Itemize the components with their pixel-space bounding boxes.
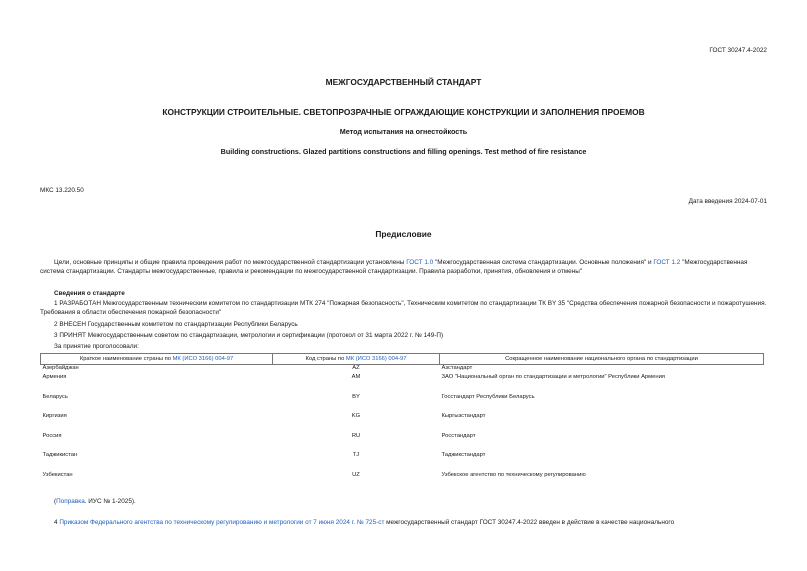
code-cell: KG xyxy=(351,413,361,419)
preface-paragraph xyxy=(40,258,768,276)
gost-1-0-link[interactable]: ГОСТ 1.0 xyxy=(406,259,434,266)
table-header-row xyxy=(41,354,764,365)
body-cell: Госстандарт Республики Беларусь xyxy=(441,393,535,400)
amendment-link[interactable]: Поправка xyxy=(56,498,85,505)
table-row xyxy=(41,433,764,453)
intro-date: Дата введения 2024-07-01 xyxy=(688,198,767,205)
info-item-4: 4 Приказом Федерального агентства по техническому регулированию и метрологии от 7 июня 2024 г. № 725-ст межгосударственный стандарт ГОСТ 30247.4-2022 введен в действие в качестве национального xyxy=(54,519,675,526)
country-cell: Азербайджан xyxy=(42,365,79,371)
preface-text-1: Цели, основные принципы и общие правила проведения работ по межгосударственной стандартизации установлены xyxy=(54,259,407,266)
mk-iso-link[interactable]: МК (ИСО 3166) 004-97 xyxy=(345,356,407,362)
info-item-1: 1 РАЗРАБОТАН Межгосударственным техническим комитетом по стандартизации МТК 274 "Пожарная безопасность", Техническим комитетом по стандартизации ТК BY 35 "Средства обеспечения пожарной безопасности и пожаротушения. Требования в области обеспечения пожарной безопасности" xyxy=(40,300,767,316)
country-cell: Таджикистан xyxy=(42,452,78,458)
document-title: КОНСТРУКЦИИ СТРОИТЕЛЬНЫЕ. СВЕТОПРОЗРАЧНЫЕ ОГРАЖДАЮЩИЕ КОНСТРУКЦИИ И ЗАПОЛНЕНИЯ ПРОЕМОВ xyxy=(162,107,645,117)
info-heading: Сведения о стандарте xyxy=(54,290,125,297)
document-title-english: Building constructions. Glazed partitions constructions and filling openings. Test method of fire resistance xyxy=(220,147,587,156)
code-cell: RU xyxy=(351,432,361,439)
amendment-note: (Поправка. ИУС № 1-2025). xyxy=(54,498,136,505)
table-row xyxy=(41,452,764,472)
gost-1-2-link[interactable]: ГОСТ 1.2 xyxy=(653,259,681,266)
column-header-code: Код страны по МК (ИСО 3166) 004-97 xyxy=(273,354,440,365)
body-cell: Узбекское агентство по техническому регулированию xyxy=(441,471,586,478)
order-link[interactable]: Приказом Федерального агентства по техническому регулированию и метрологии от 7 июня 2024 г. № 725-ст xyxy=(59,519,385,526)
header-code: ГОСТ 30247.4-2022 xyxy=(709,47,767,54)
document-subtitle: Метод испытания на огнестойкость xyxy=(339,127,468,136)
info-item-2: 2 ВНЕСЕН Государственным комитетом по стандартизации Республики Беларусь xyxy=(54,321,298,328)
body-cell: ЗАО "Национальный орган по стандартизации и метрологии" Республики Армения xyxy=(441,374,665,380)
code-cell: TJ xyxy=(352,452,360,458)
mks-code: МКС 13.220.50 xyxy=(40,187,84,194)
table-row xyxy=(41,472,764,492)
info-item-3: 3 ПРИНЯТ Межгосударственным советом по стандартизации, метрологии и сертификации (протокол от 31 марта 2022 г. № 149-П) xyxy=(54,332,444,339)
code-cell: UZ xyxy=(352,471,360,478)
body-cell: Росстандарт xyxy=(441,432,476,439)
country-cell: Армения xyxy=(42,374,67,380)
table-row xyxy=(41,413,764,433)
preface-text-3: "Межгосударственная система стандартизации. Стандарты межгосударственные, правила и рекомендации по межгосударственной стандартизации. Правила разработки, принятия, обновления и отмены" xyxy=(40,259,748,275)
mk-iso-link[interactable]: МК (ИСО 3166) 004-97 xyxy=(172,356,234,362)
table-row xyxy=(41,374,764,394)
body-cell: Азстандарт xyxy=(441,365,473,371)
voted-label: За принятие проголосовали: xyxy=(54,343,139,350)
table-row xyxy=(41,394,764,414)
preface-heading: Предисловие xyxy=(375,229,432,239)
column-header-country: Краткое наименование страны по МК (ИСО 3166) 004-97 xyxy=(41,354,273,365)
body-cell: Таджикстандарт xyxy=(441,452,486,458)
country-cell: Киргизия xyxy=(42,413,67,419)
code-cell: BY xyxy=(352,393,360,400)
code-cell: AM xyxy=(351,374,361,380)
column-header-body: Сокращенное наименование национального органа по стандартизации xyxy=(440,354,764,365)
code-cell: AZ xyxy=(352,365,360,371)
country-cell: Россия xyxy=(42,432,62,439)
country-cell: Узбекистан xyxy=(42,471,73,478)
table-row xyxy=(41,365,764,375)
voting-table xyxy=(40,353,764,491)
body-cell: Кыргызстандарт xyxy=(441,413,486,419)
standard-type: МЕЖГОСУДАРСТВЕННЫЙ СТАНДАРТ xyxy=(325,77,482,87)
country-cell: Беларусь xyxy=(42,393,68,400)
preface-text-2: "Межгосударственная система стандартизации. Основные положения" и xyxy=(433,259,654,266)
